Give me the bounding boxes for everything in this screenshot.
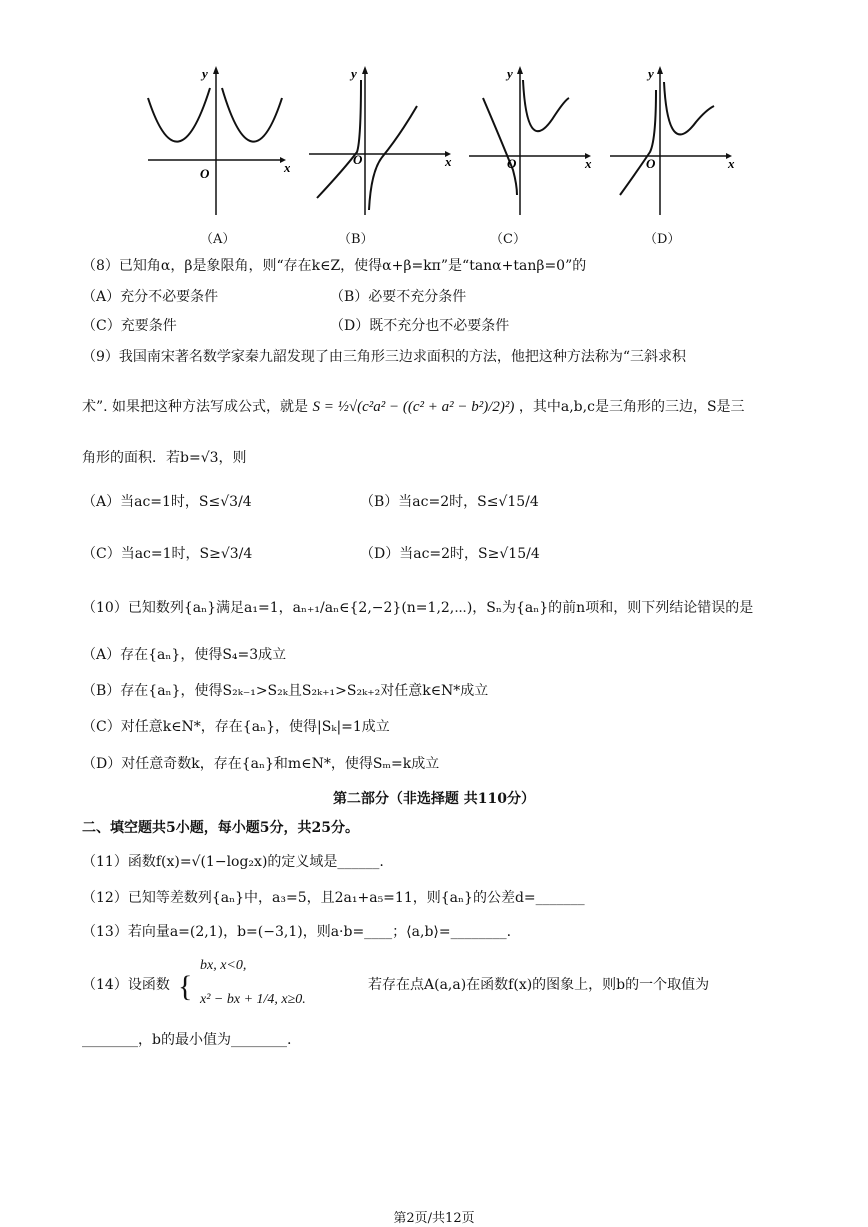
y-axis-label: y (202, 66, 208, 81)
q9-line3: 角形的面积．若b=√3，则 (82, 450, 247, 466)
q9-line1: （9）我国南宋著名数学家秦九韶发现了由三角形三边求面积的方法，他把这种方法称为“三斜求积 (82, 349, 687, 365)
q9-line2 (82, 397, 745, 417)
y-axis-label: y (648, 66, 654, 81)
q10-option-d: （D）对任意奇数k，存在{aₙ}和m∈N*，使得Sₘ=k成立 (82, 756, 440, 772)
page-footer: 第2页/共12页 (393, 1211, 475, 1226)
graph-caption-c: （C） (490, 232, 526, 247)
y-axis-label: y (507, 66, 513, 81)
graph-d (606, 60, 746, 220)
graph-b (305, 60, 455, 220)
x-axis-label: x (445, 154, 452, 169)
y-axis-label: y (351, 66, 357, 81)
q10-option-b: （B）存在{aₙ}，使得S₂ₖ₋₁>S₂ₖ且S₂ₖ₊₁>S₂ₖ₊₂对任意k∈N*成立 (82, 683, 489, 699)
q9-line2-pre: 术”. 如果把这种方法写成公式，就是 (82, 399, 309, 415)
x-axis-label: x (284, 160, 290, 175)
graph-caption-a: （A） (200, 232, 236, 247)
q14-piece1: bx, x<0, (200, 958, 247, 973)
q14-pre: （14）设函数 (82, 977, 170, 993)
origin-label: O (200, 166, 210, 181)
q13: （13）若向量a=(2,1)，b=(−3,1)，则a·b=____；⟨a,b⟩=________. (82, 924, 512, 940)
q8-stem: （8）已知角α，β是象限角，则“存在k∈Z，使得α+β=kπ”是“tanα+tanβ=0”的 (82, 258, 587, 274)
q14-post: 若存在点A(a,a)在函数f(x)的图象上，则b的一个取值为 (368, 977, 710, 993)
q9-line2-post: ，其中a,b,c是三角形的三边，S是三 (518, 399, 745, 415)
q9-option-a: （A）当ac=1时，S≤√3/4 (82, 494, 252, 510)
q10-option-c: （C）对任意k∈N*，存在{aₙ}，使得|Sₖ|=1成立 (82, 719, 390, 735)
q11: （11）函数f(x)=√(1−log₂x)的定义域是______. (82, 854, 384, 870)
origin-label: O (353, 152, 363, 167)
section-title: 二、填空题共5小题，每小题5分，共25分。 (82, 820, 359, 836)
q8-option-d: （D）既不充分也不必要条件 (330, 318, 510, 334)
q8-option-b: （B）必要不充分条件 (330, 289, 467, 305)
q9-option-d: （D）当ac=2时，S≥√15/4 (360, 546, 540, 562)
graph-a (140, 60, 290, 220)
part2-title: 第二部分（非选择题 共110分） (332, 791, 536, 807)
q14-piece2: x² − bx + 1/4, x≥0. (200, 992, 306, 1007)
graph-caption-b: （B） (338, 232, 374, 247)
origin-label: O (507, 156, 517, 171)
graph-c (465, 60, 615, 220)
q10-stem: （10）已知数列{aₙ}满足a₁=1，aₙ₊₁/aₙ∈{2,−2}(n=1,2,⋯)，Sₙ为{aₙ}的前n项和，则下列结论错误的是 (82, 600, 754, 616)
q9-formula: S = ½√(c²a² − ((c² + a² − b²)/2)²) (312, 399, 515, 415)
q14-brace: { (178, 970, 193, 1003)
graph-caption-d: （D） (644, 232, 681, 247)
q9-option-c: （C）当ac=1时，S≥√3/4 (82, 546, 253, 562)
x-axis-label: x (728, 156, 735, 171)
origin-label: O (646, 156, 656, 171)
q12: （12）已知等差数列{aₙ}中，a₃=5，且2a₁+a₅=11，则{aₙ}的公差d=_______ (82, 890, 585, 906)
q9-option-b: （B）当ac=2时，S≤√15/4 (360, 494, 539, 510)
q10-option-a: （A）存在{aₙ}，使得S₄=3成立 (82, 647, 287, 663)
q8-option-c: （C）充要条件 (82, 318, 177, 334)
q14-line2: ________，b的最小值为________. (82, 1032, 292, 1048)
x-axis-label: x (585, 156, 592, 171)
q8-option-a: （A）充分不必要条件 (82, 289, 219, 305)
